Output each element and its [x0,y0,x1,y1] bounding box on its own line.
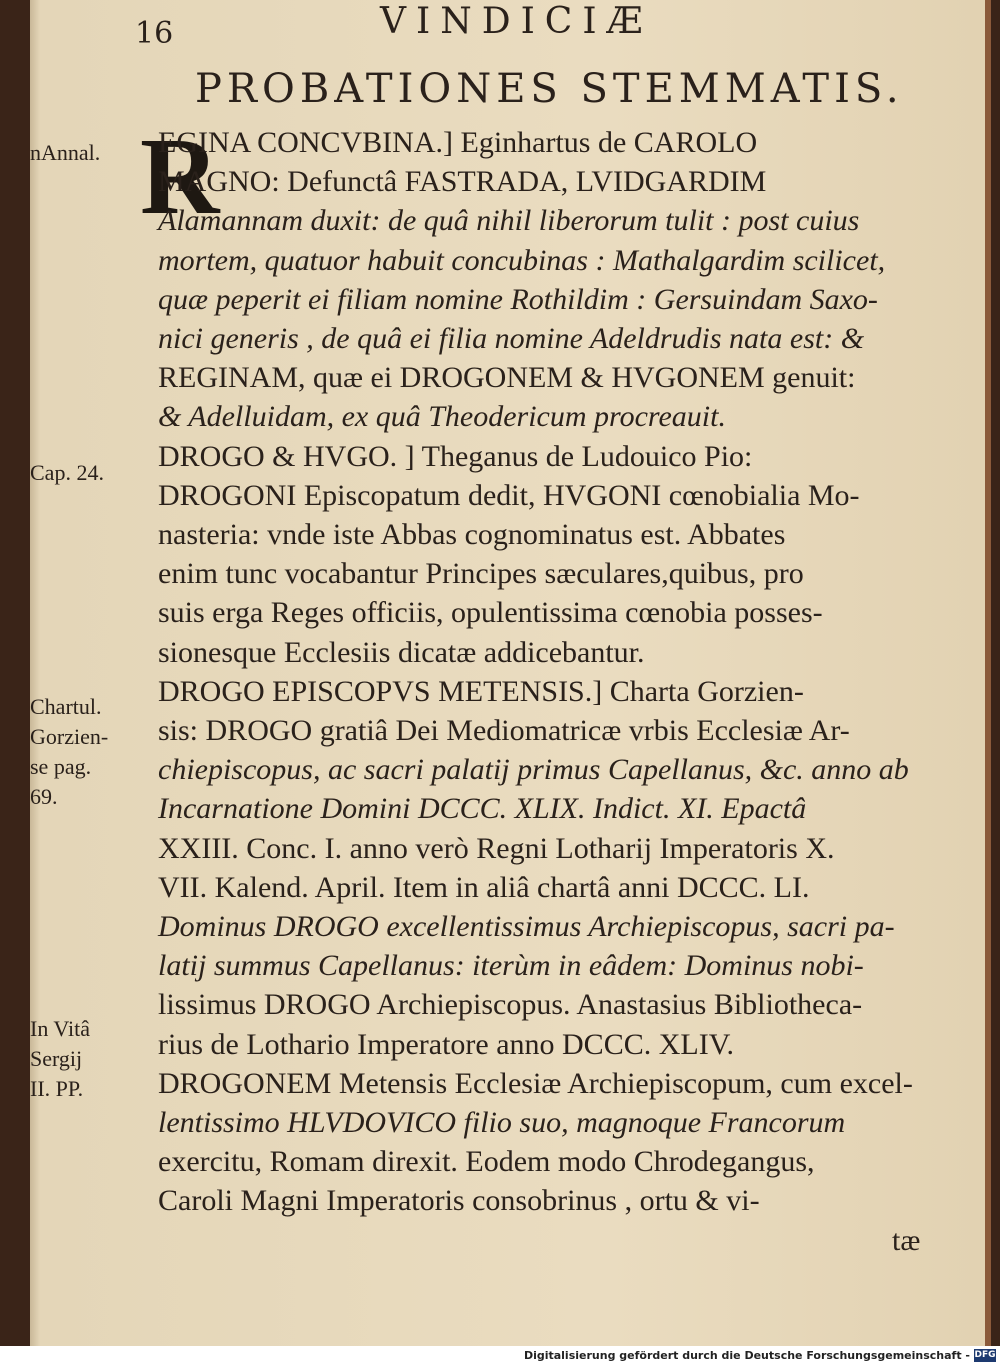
text-line: EGINA CONCVBINA.] Eginhartus de CAROLO [158,126,758,159]
text-line: MAGNO: Defunctâ FASTRADA, LVIDGARDIM [158,165,767,198]
text-line: REGINAM, quæ ei DROGONEM & HVGONEM genuit: [158,361,856,394]
drop-cap: R [140,115,220,237]
text-line: Incarnatione Domini DCCC. XLIX. Indict. XI. Epactâ [158,792,807,825]
funding-notice: Digitalisierung gefördert durch die Deutsche Forschungsgemeinschaft - [523,1349,970,1362]
text-line: suis erga Reges officiis, opulentissima cœnobia posses- [158,596,823,629]
dfg-logo: DFG [974,1350,996,1360]
text-line: lentissimo HLVDOVICO filio suo, magnoque Francorum [158,1106,846,1139]
margin-note: Chartul. Gorzien- se pag. 69. [30,694,109,809]
book-page [30,0,991,1346]
text-line: DROGO & HVGO. ] Theganus de Ludouico Pio: [158,440,753,473]
text-line: VII. Kalend. April. Item in aliâ chartâ anni DCCC. LI. [158,871,810,904]
text-line: mortem, quatuor habuit concubinas : Mathalgardim scilicet, [158,244,886,277]
margin-note: nAnnal. [30,140,101,165]
text-line: enim tunc vocabantur Principes sæculares,quibus, pro [158,557,804,590]
text-line: nasteria: vnde iste Abbas cognominatus est. Abbates [158,518,786,551]
text-line: sionesque Ecclesiis dicatæ addicebantur. [158,636,645,669]
page-number: 16 [135,16,174,51]
footer-bar [0,1346,1000,1366]
text-line: & Adelluidam, ex quâ Theodericum procreauit. [158,400,726,433]
text-line: sis: DROGO gratiâ Dei Mediomatricæ vrbis Ecclesiæ Ar- [158,714,850,747]
text-line: chiepiscopus, ac sacri palatij primus Capellanus, &c. anno ab [158,753,909,786]
text-line: latij summus Capellanus: iterùm in eâdem: Dominus nobi- [158,949,864,982]
text-line: lissimus DROGO Archiepiscopus. Anastasius Bibliotheca- [158,988,863,1021]
text-line: DROGONEM Metensis Ecclesiæ Archiepiscopum, cum excel- [158,1067,913,1100]
text-line: Caroli Magni Imperatoris consobrinus , ortu & vi- [158,1184,760,1217]
margin-note: In Vitâ Sergij II. PP. [30,1016,90,1101]
text-line: nici generis , de quâ ei filia nomine Adeldrudis nata est: & [158,322,865,355]
running-head: VINDICIÆ [380,1,653,42]
text-line: rius de Lothario Imperatore anno DCCC. XLIV. [158,1028,734,1061]
catchword: tæ [892,1224,921,1257]
text-line: Dominus DROGO excellentissimus Archiepiscopus, sacri pa- [158,910,895,943]
text-line: quæ peperit ei filiam nomine Rothildim : Gersuindam Saxo- [158,283,878,316]
text-line: exercitu, Romam direxit. Eodem modo Chrodegangus, [158,1145,815,1178]
text-line: XXIII. Conc. I. anno verò Regni Lotharij Imperatoris X. [158,832,835,865]
text-line: Alamannam duxit: de quâ nihil liberorum tulit : post cuius [158,204,860,237]
text-line: DROGO EPISCOPVS METENSIS.] Charta Gorzien- [158,675,804,708]
margin-note: Cap. 24. [30,460,104,485]
text-line: DROGONI Episcopatum dedit, HVGONI cœnobialia Mo- [158,479,860,512]
page-title: PROBATIONES STEMMATIS. [195,66,904,112]
